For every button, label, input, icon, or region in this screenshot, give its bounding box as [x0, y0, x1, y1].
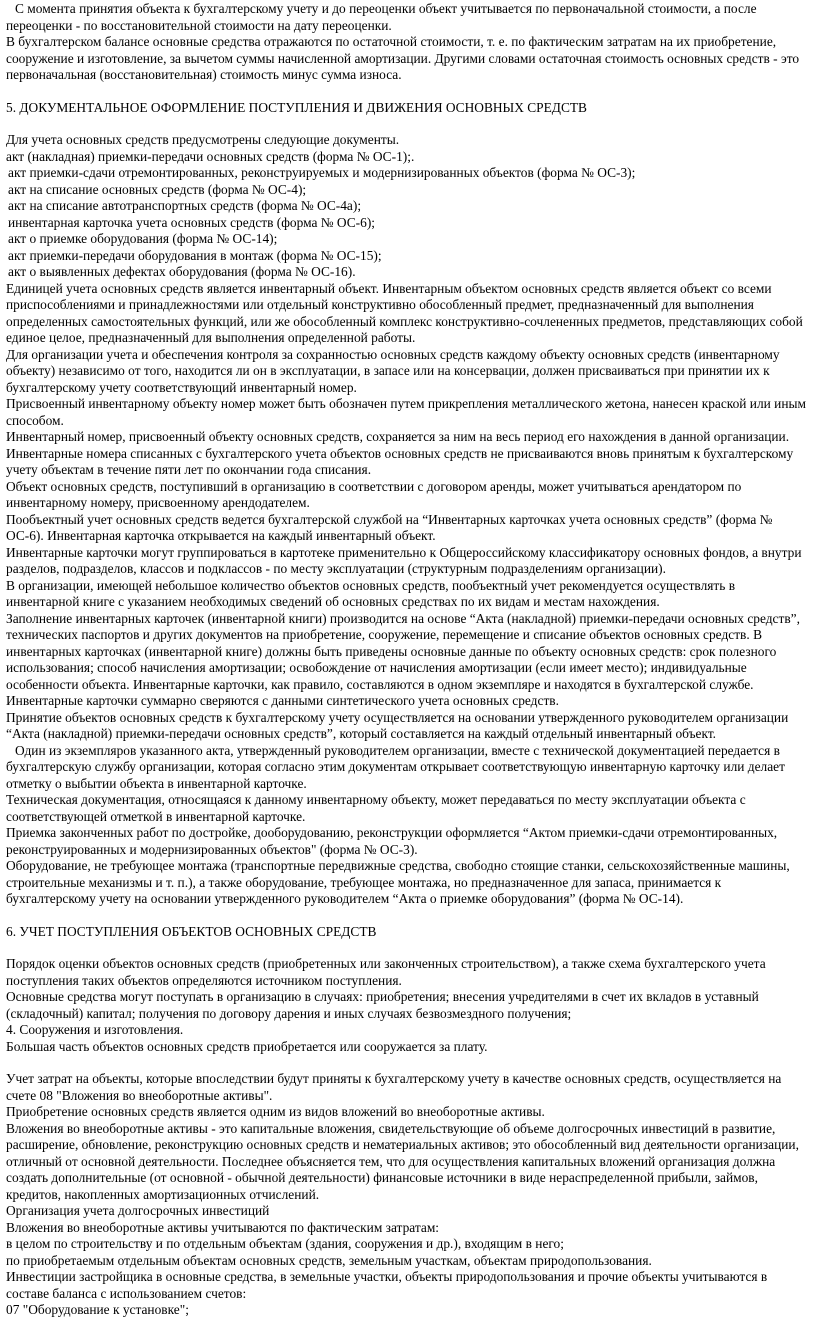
subheading: Организация учета долгосрочных инвестиций [6, 1203, 270, 1218]
list-item: акт приемки-передачи оборудования в монтаж (форма № ОС-15); [8, 247, 382, 263]
paragraph: Приемка законченных работ по достройке, дооборудованию, реконструкции оформляется “Актом приемки-сдачи отремонтированных, реконструированных и модернизированных объектов" (форма № ОС-3). [6, 825, 778, 857]
paragraph: Заполнение инвентарных карточек (инвентарной книги) производится на основе “Акта (накладной) приемки-передачи основных средств”, технических паспортов и других документов на приобретение, сооружение, перемещение и списание объектов основных средств. В инвентарных карточках (инвентарной книге) должны быть приведены основные данные по объекту основных средств: срок полезного использования; способ начисления амортизации; освобождение от начисления амортизации (если имеет место); индивидуальные особенности объекта. Инвентарные карточки, как правило, составляются в одном экземпляре и находятся в бухгалтерской службе. [6, 610, 800, 692]
paragraph: Учет затрат на объекты, которые впоследствии будут приняты к бухгалтерскому учету в качестве основных средств, осуществляется на счете 08 "Вложения во внеоборотные активы". [6, 1071, 782, 1103]
list-item: акт на списание основных средств (форма № ОС-4); [8, 181, 307, 197]
paragraph: Инвентарный номер, присвоенный объекту основных средств, сохраняется за ним на весь период его нахождения в данной организации. [6, 429, 790, 444]
paragraph: В бухгалтерском балансе основные средства отражаются по остаточной стоимости, т. е. по фактическим затратам на их приобретение, сооружение и изготовление, за вычетом суммы начисленной амортизации. Другими словами остаточная стоимость основных средств - это первоначальная (восстановительная) стоимость минус сумма износа. [6, 34, 800, 82]
paragraph: С момента принятия объекта к бухгалтерскому учету и до переоценки объект учитывается по первоначальной стоимости, а после переоценки - по восстановительной стоимости на дату переоценки. [6, 1, 757, 33]
paragraph: 07 "Оборудование к установке"; [6, 1302, 189, 1317]
paragraph: Техническая документация, относящаяся к данному инвентарному объекту, может передаваться по месту эксплуатации объекта с соответствующей отметкой в инвентарной карточке. [6, 792, 746, 824]
paragraph: Принятие объектов основных средств к бухгалтерскому учету осуществляется на основании утвержденного руководителем организации “Акта (накладной) приемки-передачи основных средств”, который составляется на каждый отдельный инвентарный объект. [6, 709, 789, 741]
document-page [6, 1, 810, 1319]
paragraph: Присвоенный инвентарному объекту номер может быть обозначен путем прикрепления металлического жетона, нанесен краской или иным способом. [6, 396, 806, 428]
paragraph: в целом по строительству и по отдельным объектам (здания, сооружения и др.), входящим в него; [6, 1236, 564, 1251]
paragraph: Инвентарные карточки могут группироваться в картотеке применительно к Общероссийскому классификатору основных фондов, а внутри разделов, подразделов, классов и подклассов - по месту эксплуатации (структурным подразделениям организации). [6, 544, 802, 576]
paragraph: Для организации учета и обеспечения контроля за сохранностью основных средств каждому объекту основных средств (инвентарному объекту) независимо от того, находится ли он в эксплуатации, в запасе или на консервации, должен присваиваться при принятии их к бухгалтерскому учету соответствующий инвентарный номер. [6, 346, 780, 395]
paragraph: Инвестиции застройщика в основные средства, в земельные участки, объекты природопользования и прочие объекты учитываются в составе баланса с использованием счетов: [6, 1269, 768, 1301]
paragraph: Приобретение основных средств является одним из видов вложений во внеоборотные активы. [6, 1104, 545, 1119]
paragraph: В организации, имеющей небольшое количество объектов основных средств, пообъектный учет рекомендуется осуществлять в инвентарной книге с указанием необходимых сведений об основных средствах по их видам и местам нахождения. [6, 577, 736, 609]
paragraph: Вложения во внеоборотные активы учитываются по фактическим затратам: [6, 1219, 440, 1235]
list-item: акт приемки-сдачи отремонтированных, реконструируемых и модернизированных объектов (форма № ОС-3); [8, 165, 636, 180]
paragraph: Оборудование, не требующее монтажа (транспортные передвижные средства, свободно стоящие станки, сельскохозяйственные машины, строительные механизмы и т. п.), а также оборудование, требующее монтажа, но предназначенное для запаса, принимается к бухгалтерскому учету на основании утвержденного руководителем “Акта о приемке оборудования” (форма № ОС-14). [6, 858, 790, 906]
paragraph: Пообъектный учет основных средств ведется бухгалтерской службой на “Инвентарных карточках учета основных средств” (форма № ОС-6). Инвентарная карточка открывается на каждый инвентарный объект. [6, 511, 773, 543]
paragraph: Объект основных средств, поступивший в организацию в соответствии с договором аренды, может учитываться арендатором по инвентарному номеру, присвоенному арендодателем. [6, 478, 742, 510]
list-item: акт о приемке оборудования (форма № ОС-14); [8, 231, 278, 246]
list-item: акт на списание автотранспортных средств (форма № ОС-4а); [8, 198, 362, 213]
list-item: инвентарная карточка учета основных средств (форма № ОС-6); [8, 214, 376, 230]
paragraph: 4. Сооружения и изготовления. [6, 1022, 184, 1037]
paragraph: Для учета основных средств предусмотрены следующие документы. [6, 132, 400, 147]
paragraph: Инвентарные карточки суммарно сверяются с данными синтетического учета основных средств. [6, 693, 559, 708]
paragraph: Вложения во внеоборотные активы - это капитальные вложения, свидетельствующие об объеме долгосрочных инвестиций в развитие, расширение, обновление, реконструкцию основных средств и нематериальных активов; это обособленный вид деятельности организации, отличный от основной деятельности. Последнее объясняется тем, что для осуществления капитальных вложений организация должна создать дополнительные (от основной - обычной деятельности) финансовые источники в виде нераспределенной прибыли, займов, кредитов, накопленных амортизационных отчислений. [6, 1120, 799, 1202]
paragraph: Основные средства могут поступать в организацию в случаях: приобретения; внесения учредителями в счет их вкладов в уставный (складочный) капитал; получения по договору дарения и иных случаях безвозмездного получения; [6, 989, 759, 1021]
list-item: акт (накладная) приемки-передачи основных средств (форма № ОС-1);. [6, 148, 415, 164]
list-item: акт о выявленных дефектах оборудования (форма № ОС-16). [8, 264, 356, 279]
paragraph: Большая часть объектов основных средств приобретается или сооружается за плату. [6, 1038, 488, 1054]
paragraph: Один из экземпляров указанного акта, утвержденный руководителем организации, вместе с технической документацией передается в бухгалтерскую службу организации, которая согласно этим документам открывает соответствующую инвентарную карточку или делает отметку о выбытии объекта в инвентарной карточке. [6, 742, 785, 791]
section-heading: 5. ДОКУМЕНТАЛЬНОЕ ОФОРМЛЕНИЕ ПОСТУПЛЕНИЯ И ДВИЖЕНИЯ ОСНОВНЫХ СРЕДСТВ [6, 99, 587, 115]
paragraph: Порядок оценки объектов основных средств (приобретенных или законченных строительством), а также схема бухгалтерского учета поступления таких объектов определяются источником поступления. [6, 956, 766, 988]
paragraph: Инвентарные номера списанных с бухгалтерского учета объектов основных средств не присваиваются вновь принятым к бухгалтерскому учету объектам в течение пяти лет по окончании года списания. [6, 445, 794, 477]
paragraph: по приобретаемым отдельным объектам основных средств, земельным участкам, объектам природопользования. [6, 1252, 652, 1268]
section-heading: 6. УЧЕТ ПОСТУПЛЕНИЯ ОБЪЕКТОВ ОСНОВНЫХ СРЕДСТВ [6, 923, 377, 939]
paragraph: Единицей учета основных средств является инвентарный объект. Инвентарным объектом основных средств является объект со всеми приспособлениями и принадлежностями или отдельный конструктивно обособленный предмет, предназначенный для выполнения определенных самостоятельных функций, или же обособленный комплекс конструктивно-сочлененных предметов, представляющих собой единое целое, предназначенный для выполнения определенной работы. [6, 280, 803, 345]
